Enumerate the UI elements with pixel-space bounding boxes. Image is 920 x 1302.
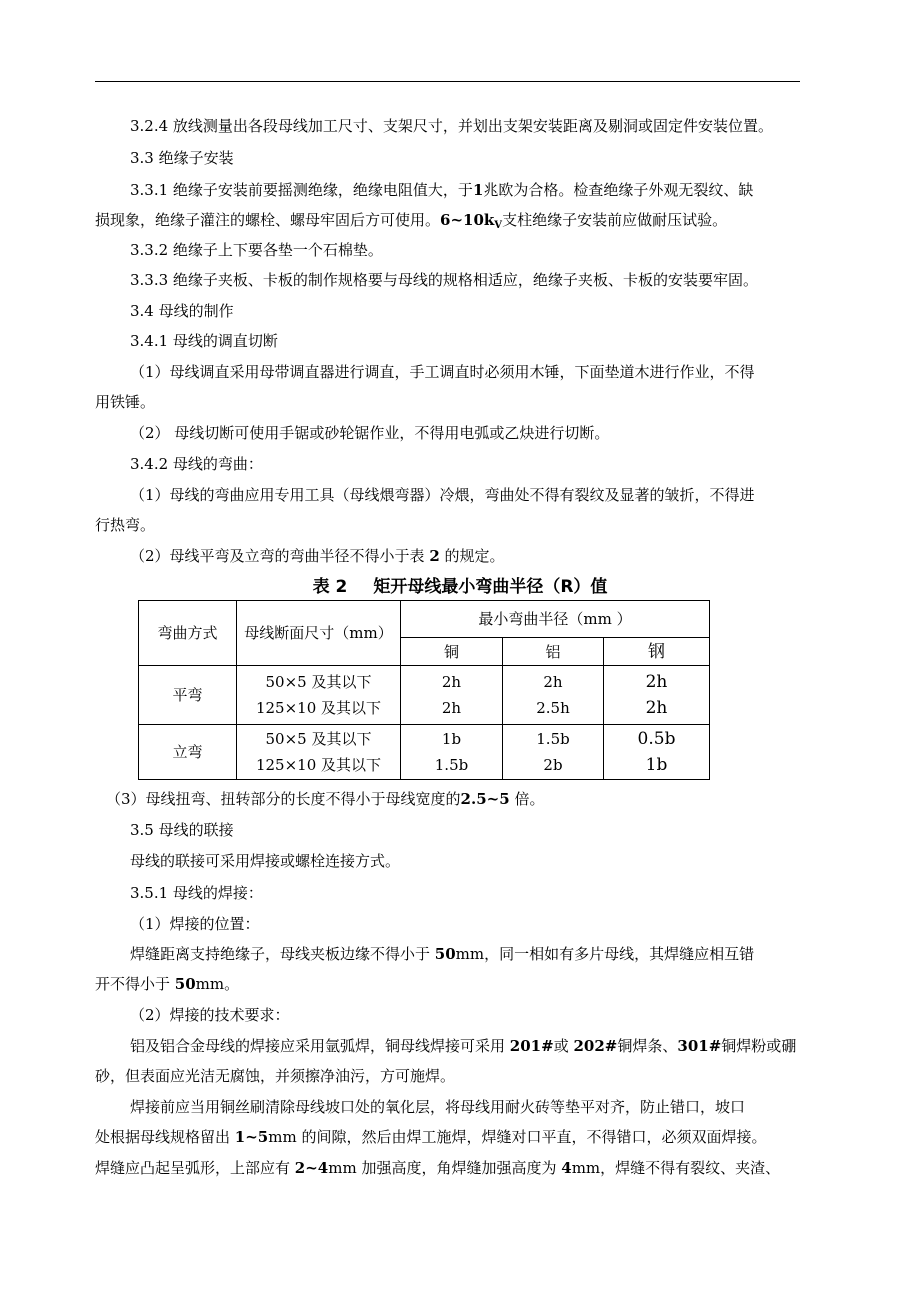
para-3-3-1-line1: 3.3.1 绝缘子安装前要摇测绝缘，绝缘电阻值大，于1兆欧为合格。检查绝缘子外观无裂纹、缺 <box>130 181 754 199</box>
cell-copper: 2h 2h <box>401 666 503 725</box>
para-3-4-1-item1-line1: （1）母线调直采用母带调直器进行调直，手工调直时必须用木锤，下面垫道木进行作业，不得 <box>130 363 755 381</box>
para-3-5-1-item1: （1）焊接的位置： <box>130 915 260 933</box>
para-3-5-1-item2: （2）焊接的技术要求： <box>130 1006 290 1024</box>
table-header-row <box>139 601 710 638</box>
heading-3-5: 3.5 母线的联接 <box>130 821 234 839</box>
para-3-4-1-item1-line2: 用铁锤。 <box>95 393 156 411</box>
para-weld-prep-line1: 焊接前应当用铜丝刷清除母线坡口处的氧化层，将母线用耐火砖等垫平对齐，防止错口，坡口 <box>130 1098 746 1116</box>
header-min-radius: 最小弯曲半径（mm ） <box>401 601 710 638</box>
heading-3-4: 3.4 母线的制作 <box>130 302 234 320</box>
para-weld-prep-line3: 焊缝应凸起呈弧形，上部应有 2~4mm 加强高度，角焊缝加强高度为 4mm，焊缝不得有裂纹、夹渣、 <box>95 1159 781 1177</box>
table-row <box>139 666 710 725</box>
para-3-4-2-item2: （2）母线平弯及立弯的弯曲半径不得小于表 2 的规定。 <box>130 547 505 565</box>
header-aluminum: 铝 <box>503 638 604 666</box>
para-3-4-2-item1-line2: 行热弯。 <box>95 516 156 534</box>
bend-radius-table <box>138 600 710 780</box>
para-3-3-1-line2: 损现象，绝缘子灌注的螺栓、螺母牢固后方可使用。$6\sim 10k_V$支柱绝缘子安装前应做耐压试验。 <box>95 211 728 231</box>
heading-3-3: 3.3 绝缘子安装 <box>130 149 234 167</box>
para-weld-position-line1: 焊缝距离支持绝缘子，母线夹板边缘不得小于 50mm，同一相如有多片母线，其焊缝应相互错 <box>130 945 755 963</box>
para-weld-prep-line2: 处根据母线规格留出 1~5mm 的间隙，然后由焊工施焊，焊缝对口平直，不得错口，必须双面焊接。 <box>95 1128 767 1146</box>
cell-aluminum: 1.5b 2b <box>503 725 604 780</box>
para-3-4-2-item3: （3）母线扭弯、扭转部分的长度不得小于母线宽度的2.5~5 倍。 <box>106 790 545 808</box>
para-3-3-2: 3.3.2 绝缘子上下要各垫一个石棉垫。 <box>130 241 383 259</box>
header-copper: 铜 <box>401 638 503 666</box>
heading-3-4-1: 3.4.1 母线的调直切断 <box>130 332 278 350</box>
cell-steel: 0.5b 1b <box>604 725 710 780</box>
para-3-3-3: 3.3.3 绝缘子夹板、卡板的制作规格要与母线的规格相适应，绝缘子夹板、卡板的安装要牢固。 <box>130 271 758 289</box>
cell-size: 50×5 及其以下 125×10 及其以下 <box>237 666 401 725</box>
header-steel: 钢 <box>604 638 710 666</box>
heading-3-5-1: 3.5.1 母线的焊接： <box>130 884 263 902</box>
para-weld-tech-line1: 铝及铝合金母线的焊接应采用氩弧焊，铜母线焊接可采用 201#或 202#铜焊条、301#铜焊粉或硼 <box>130 1037 797 1055</box>
para-3-4-2-item1-line1: （1）母线的弯曲应用专用工具（母线煨弯器）冷煨，弯曲处不得有裂纹及显著的皱折，不得进 <box>130 486 755 504</box>
cell-aluminum: 2h 2.5h <box>503 666 604 725</box>
header-rule <box>95 81 800 82</box>
para-3-5-intro: 母线的联接可采用焊接或螺栓连接方式。 <box>130 852 401 870</box>
para-3-4-1-item2: （2） 母线切断可使用手锯或砂轮锯作业，不得用电弧或乙炔进行切断。 <box>130 424 610 442</box>
para-3-2-4: 3.2.4 放线测量出各段母线加工尺寸、支架尺寸，并划出支架安装距离及剔洞或固定件安装位置。 <box>130 117 773 135</box>
table-row <box>139 725 710 780</box>
row-label-edge: 立弯 <box>139 725 237 780</box>
cell-copper: 1b 1.5b <box>401 725 503 780</box>
header-bend-method: 弯曲方式 <box>139 601 237 666</box>
para-weld-tech-line2: 砂，但表面应光洁无腐蚀，并须擦净油污，方可施焊。 <box>95 1067 456 1085</box>
cell-size: 50×5 及其以下 125×10 及其以下 <box>237 725 401 780</box>
header-section-size: 母线断面尺寸（mm） <box>237 601 401 666</box>
heading-3-4-2: 3.4.2 母线的弯曲： <box>130 455 263 473</box>
table-caption: 表 2 矩开母线最小弯曲半径（R）值 <box>312 577 608 597</box>
row-label-flat: 平弯 <box>139 666 237 725</box>
cell-steel: 2h 2h <box>604 666 710 725</box>
para-weld-position-line2: 开不得小于 50mm。 <box>95 975 240 993</box>
